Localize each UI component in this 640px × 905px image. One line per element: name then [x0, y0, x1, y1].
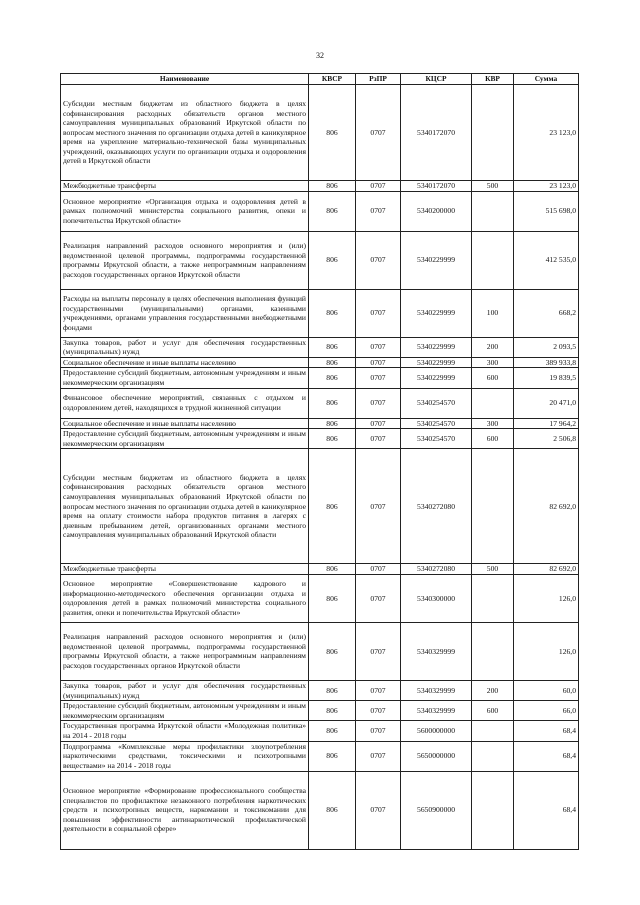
row-name-cell: Межбюджетные трансферты — [61, 181, 309, 192]
table-row — [61, 191, 579, 231]
budget-table — [60, 73, 579, 850]
row-kcsr-cell: 5340172070 — [401, 85, 472, 181]
row-kvsr-cell: 806 — [309, 337, 356, 357]
row-kcsr-cell: 5340272080 — [401, 449, 472, 564]
row-kcsr-cell: 5340329999 — [401, 622, 472, 680]
row-sum-cell: 412 535,0 — [514, 231, 579, 289]
row-kvsr-cell: 806 — [309, 231, 356, 289]
row-kvr-cell — [472, 388, 514, 418]
table-row — [61, 418, 579, 429]
header-kcsr: КЦСР — [401, 74, 472, 85]
row-kvsr-cell: 806 — [309, 368, 356, 388]
row-sum-cell: 515 698,0 — [514, 191, 579, 231]
row-sum-cell: 23 123,0 — [514, 181, 579, 192]
row-name-cell: Основное мероприятие «Совершенствование кадрового и информационно-методического обеспечения организации отдыха и оздоровления детей в рамках полномочий министерства социального развития, опеки и попечительства Иркутской области» — [61, 574, 309, 622]
table-row — [61, 741, 579, 771]
row-sum-cell: 68,4 — [514, 741, 579, 771]
row-kvr-cell: 300 — [472, 357, 514, 368]
row-kvsr-cell: 806 — [309, 429, 356, 449]
table-row — [61, 721, 579, 741]
row-kcsr-cell: 5340229999 — [401, 337, 472, 357]
row-kvsr-cell: 806 — [309, 771, 356, 849]
row-kvr-cell — [472, 622, 514, 680]
row-kvsr-cell: 806 — [309, 191, 356, 231]
table-row — [61, 289, 579, 337]
row-kvr-cell: 200 — [472, 680, 514, 700]
row-rzpr-cell: 0707 — [356, 85, 401, 181]
row-rzpr-cell: 0707 — [356, 337, 401, 357]
table-row — [61, 771, 579, 849]
row-name-cell: Реализация направлений расходов основного мероприятия и (или) ведомственной целевой программы, подпрограммы государственной программы Иркутской области, а также непрограммным направлениям расходов государственных органов Иркутской области — [61, 231, 309, 289]
row-sum-cell: 668,2 — [514, 289, 579, 337]
row-kvr-cell — [472, 771, 514, 849]
row-name-cell: Реализация направлений расходов основного мероприятия и (или) ведомственной целевой программы, подпрограммы государственной программы Иркутской области, а также непрограммным направлениям расходов государственных органов Иркутской области — [61, 622, 309, 680]
row-kvsr-cell: 806 — [309, 289, 356, 337]
row-rzpr-cell: 0707 — [356, 191, 401, 231]
row-kvr-cell: 500 — [472, 564, 514, 575]
table-row — [61, 181, 579, 192]
header-rzpr: РзПР — [356, 74, 401, 85]
table-row — [61, 449, 579, 564]
row-kcsr-cell: 5340329999 — [401, 701, 472, 721]
row-name-cell: Социальное обеспечение и иные выплаты населению — [61, 418, 309, 429]
row-rzpr-cell: 0707 — [356, 771, 401, 849]
row-rzpr-cell: 0707 — [356, 741, 401, 771]
row-kvsr-cell: 806 — [309, 449, 356, 564]
row-kcsr-cell: 5600000000 — [401, 721, 472, 741]
row-rzpr-cell: 0707 — [356, 368, 401, 388]
row-kvsr-cell: 806 — [309, 741, 356, 771]
row-kcsr-cell: 5340300000 — [401, 574, 472, 622]
row-kvr-cell — [472, 574, 514, 622]
row-kvsr-cell: 806 — [309, 418, 356, 429]
row-sum-cell: 19 839,5 — [514, 368, 579, 388]
row-sum-cell: 2 093,5 — [514, 337, 579, 357]
row-kvsr-cell: 806 — [309, 564, 356, 575]
row-rzpr-cell: 0707 — [356, 181, 401, 192]
row-sum-cell: 389 933,8 — [514, 357, 579, 368]
row-kcsr-cell: 5340254570 — [401, 429, 472, 449]
row-kcsr-cell: 5340200000 — [401, 191, 472, 231]
row-kvsr-cell: 806 — [309, 574, 356, 622]
table-row — [61, 574, 579, 622]
row-sum-cell: 60,0 — [514, 680, 579, 700]
header-name: Наименование — [61, 74, 309, 85]
row-rzpr-cell: 0707 — [356, 721, 401, 741]
row-rzpr-cell: 0707 — [356, 701, 401, 721]
row-rzpr-cell: 0707 — [356, 418, 401, 429]
row-sum-cell: 82 692,0 — [514, 564, 579, 575]
row-name-cell: Основное мероприятие «Организация отдыха и оздоровления детей в рамках полномочий министерства социального развития, опеки и попечительства Иркутской области» — [61, 191, 309, 231]
row-kvsr-cell: 806 — [309, 680, 356, 700]
row-kcsr-cell: 5340329999 — [401, 680, 472, 700]
row-rzpr-cell: 0707 — [356, 388, 401, 418]
table-header-row — [61, 74, 579, 85]
table-row — [61, 680, 579, 700]
row-kvsr-cell: 806 — [309, 357, 356, 368]
row-sum-cell: 20 471,0 — [514, 388, 579, 418]
row-rzpr-cell: 0707 — [356, 622, 401, 680]
row-kvr-cell — [472, 85, 514, 181]
table-row — [61, 357, 579, 368]
row-name-cell: Закупка товаров, работ и услуг для обеспечения государственных (муниципальных) нужд — [61, 337, 309, 357]
row-rzpr-cell: 0707 — [356, 429, 401, 449]
row-name-cell: Предоставление субсидий бюджетным, автономным учреждениям и иным некоммерческим организациям — [61, 368, 309, 388]
row-kvr-cell: 500 — [472, 181, 514, 192]
row-kvr-cell: 600 — [472, 701, 514, 721]
row-kvr-cell: 600 — [472, 368, 514, 388]
row-rzpr-cell: 0707 — [356, 449, 401, 564]
row-rzpr-cell: 0707 — [356, 564, 401, 575]
row-sum-cell: 68,4 — [514, 721, 579, 741]
row-rzpr-cell: 0707 — [356, 231, 401, 289]
row-kvr-cell — [472, 191, 514, 231]
row-name-cell: Предоставление субсидий бюджетным, автономным учреждениям и иным некоммерческим организациям — [61, 429, 309, 449]
header-sum: Сумма — [514, 74, 579, 85]
row-kvr-cell: 100 — [472, 289, 514, 337]
row-kvsr-cell: 806 — [309, 701, 356, 721]
row-name-cell: Основное мероприятие «Формирование профессионального сообщества специалистов по профилактике незаконного потребления наркотических средств и психотропных веществ, наркомании и токсикомании для повышения эффективности антинаркотической профилактической деятельности в социальной сфере» — [61, 771, 309, 849]
row-kcsr-cell: 5650000000 — [401, 741, 472, 771]
row-name-cell: Подпрограмма «Комплексные меры профилактики злоупотребления наркотическими средствами, токсическими и психотропными веществами» на 2014 - 2018 годы — [61, 741, 309, 771]
row-name-cell: Субсидии местным бюджетам из областного бюджета в целях софинансирования расходных обязательств органов местного самоуправления муниципальных образований Иркутской области по вопросам местного значения по организации отдыха детей в каникулярное время на оплату стоимости набора продуктов питания в лагерях с дневным пребыванием детей, организованных органами местного самоуправления муниципальных образований Иркутской области — [61, 449, 309, 564]
row-kvsr-cell: 806 — [309, 622, 356, 680]
table-row — [61, 622, 579, 680]
row-kvsr-cell: 806 — [309, 388, 356, 418]
row-sum-cell: 66,0 — [514, 701, 579, 721]
table-row — [61, 701, 579, 721]
table-row — [61, 231, 579, 289]
row-sum-cell: 23 123,0 — [514, 85, 579, 181]
row-rzpr-cell: 0707 — [356, 289, 401, 337]
row-kvr-cell: 200 — [472, 337, 514, 357]
row-sum-cell: 17 964,2 — [514, 418, 579, 429]
row-rzpr-cell: 0707 — [356, 357, 401, 368]
row-kvsr-cell: 806 — [309, 85, 356, 181]
table-row — [61, 564, 579, 575]
row-kcsr-cell: 5340229999 — [401, 231, 472, 289]
row-name-cell: Расходы на выплаты персоналу в целях обеспечения выполнения функций государственными (муниципальными) органами, казенными учреждениями, органами управления государственными внебюджетными фондами — [61, 289, 309, 337]
row-kcsr-cell: 5340229999 — [401, 368, 472, 388]
row-sum-cell: 126,0 — [514, 574, 579, 622]
row-name-cell: Субсидии местным бюджетам из областного бюджета в целях софинансирования расходных обязательств органов местного самоуправления муниципальных образований Иркутской области по вопросам местного значения по организации отдыха детей в каникулярное время на укрепление материально-технической базы муниципальных учреждений, оказывающих услуги по организации отдыха и оздоровления детей в Иркутской области — [61, 85, 309, 181]
row-kvr-cell — [472, 449, 514, 564]
header-kvsr: КВСР — [309, 74, 356, 85]
row-kvsr-cell: 806 — [309, 181, 356, 192]
table-body — [61, 85, 579, 850]
table-row — [61, 368, 579, 388]
row-kvr-cell: 600 — [472, 429, 514, 449]
row-name-cell: Закупка товаров, работ и услуг для обеспечения государственных (муниципальных) нужд — [61, 680, 309, 700]
row-sum-cell: 126,0 — [514, 622, 579, 680]
page-number: 32 — [316, 51, 324, 60]
row-kvr-cell — [472, 231, 514, 289]
row-sum-cell: 68,4 — [514, 771, 579, 849]
row-name-cell: Предоставление субсидий бюджетным, автономным учреждениям и иным некоммерческим организациям — [61, 701, 309, 721]
row-sum-cell: 82 692,0 — [514, 449, 579, 564]
row-kcsr-cell: 5340272080 — [401, 564, 472, 575]
row-kcsr-cell: 5340229999 — [401, 289, 472, 337]
row-name-cell: Финансовое обеспечение мероприятий, связанных с отдыхом и оздоровлением детей, находящихся в трудной жизненной ситуации — [61, 388, 309, 418]
row-kvr-cell — [472, 741, 514, 771]
row-kcsr-cell: 5340254570 — [401, 388, 472, 418]
row-kcsr-cell: 5650900000 — [401, 771, 472, 849]
row-rzpr-cell: 0707 — [356, 574, 401, 622]
table-row — [61, 388, 579, 418]
table-row — [61, 85, 579, 181]
table-row — [61, 337, 579, 357]
header-kvr: КВР — [472, 74, 514, 85]
row-kcsr-cell: 5340172070 — [401, 181, 472, 192]
row-kvr-cell — [472, 721, 514, 741]
row-kvr-cell: 300 — [472, 418, 514, 429]
row-rzpr-cell: 0707 — [356, 680, 401, 700]
table-row — [61, 429, 579, 449]
row-sum-cell: 2 506,8 — [514, 429, 579, 449]
row-name-cell: Межбюджетные трансферты — [61, 564, 309, 575]
row-name-cell: Социальное обеспечение и иные выплаты населению — [61, 357, 309, 368]
row-kcsr-cell: 5340229999 — [401, 357, 472, 368]
row-kcsr-cell: 5340254570 — [401, 418, 472, 429]
row-kvsr-cell: 806 — [309, 721, 356, 741]
row-name-cell: Государственная программа Иркутской области «Молодежная политика» на 2014 - 2018 годы — [61, 721, 309, 741]
